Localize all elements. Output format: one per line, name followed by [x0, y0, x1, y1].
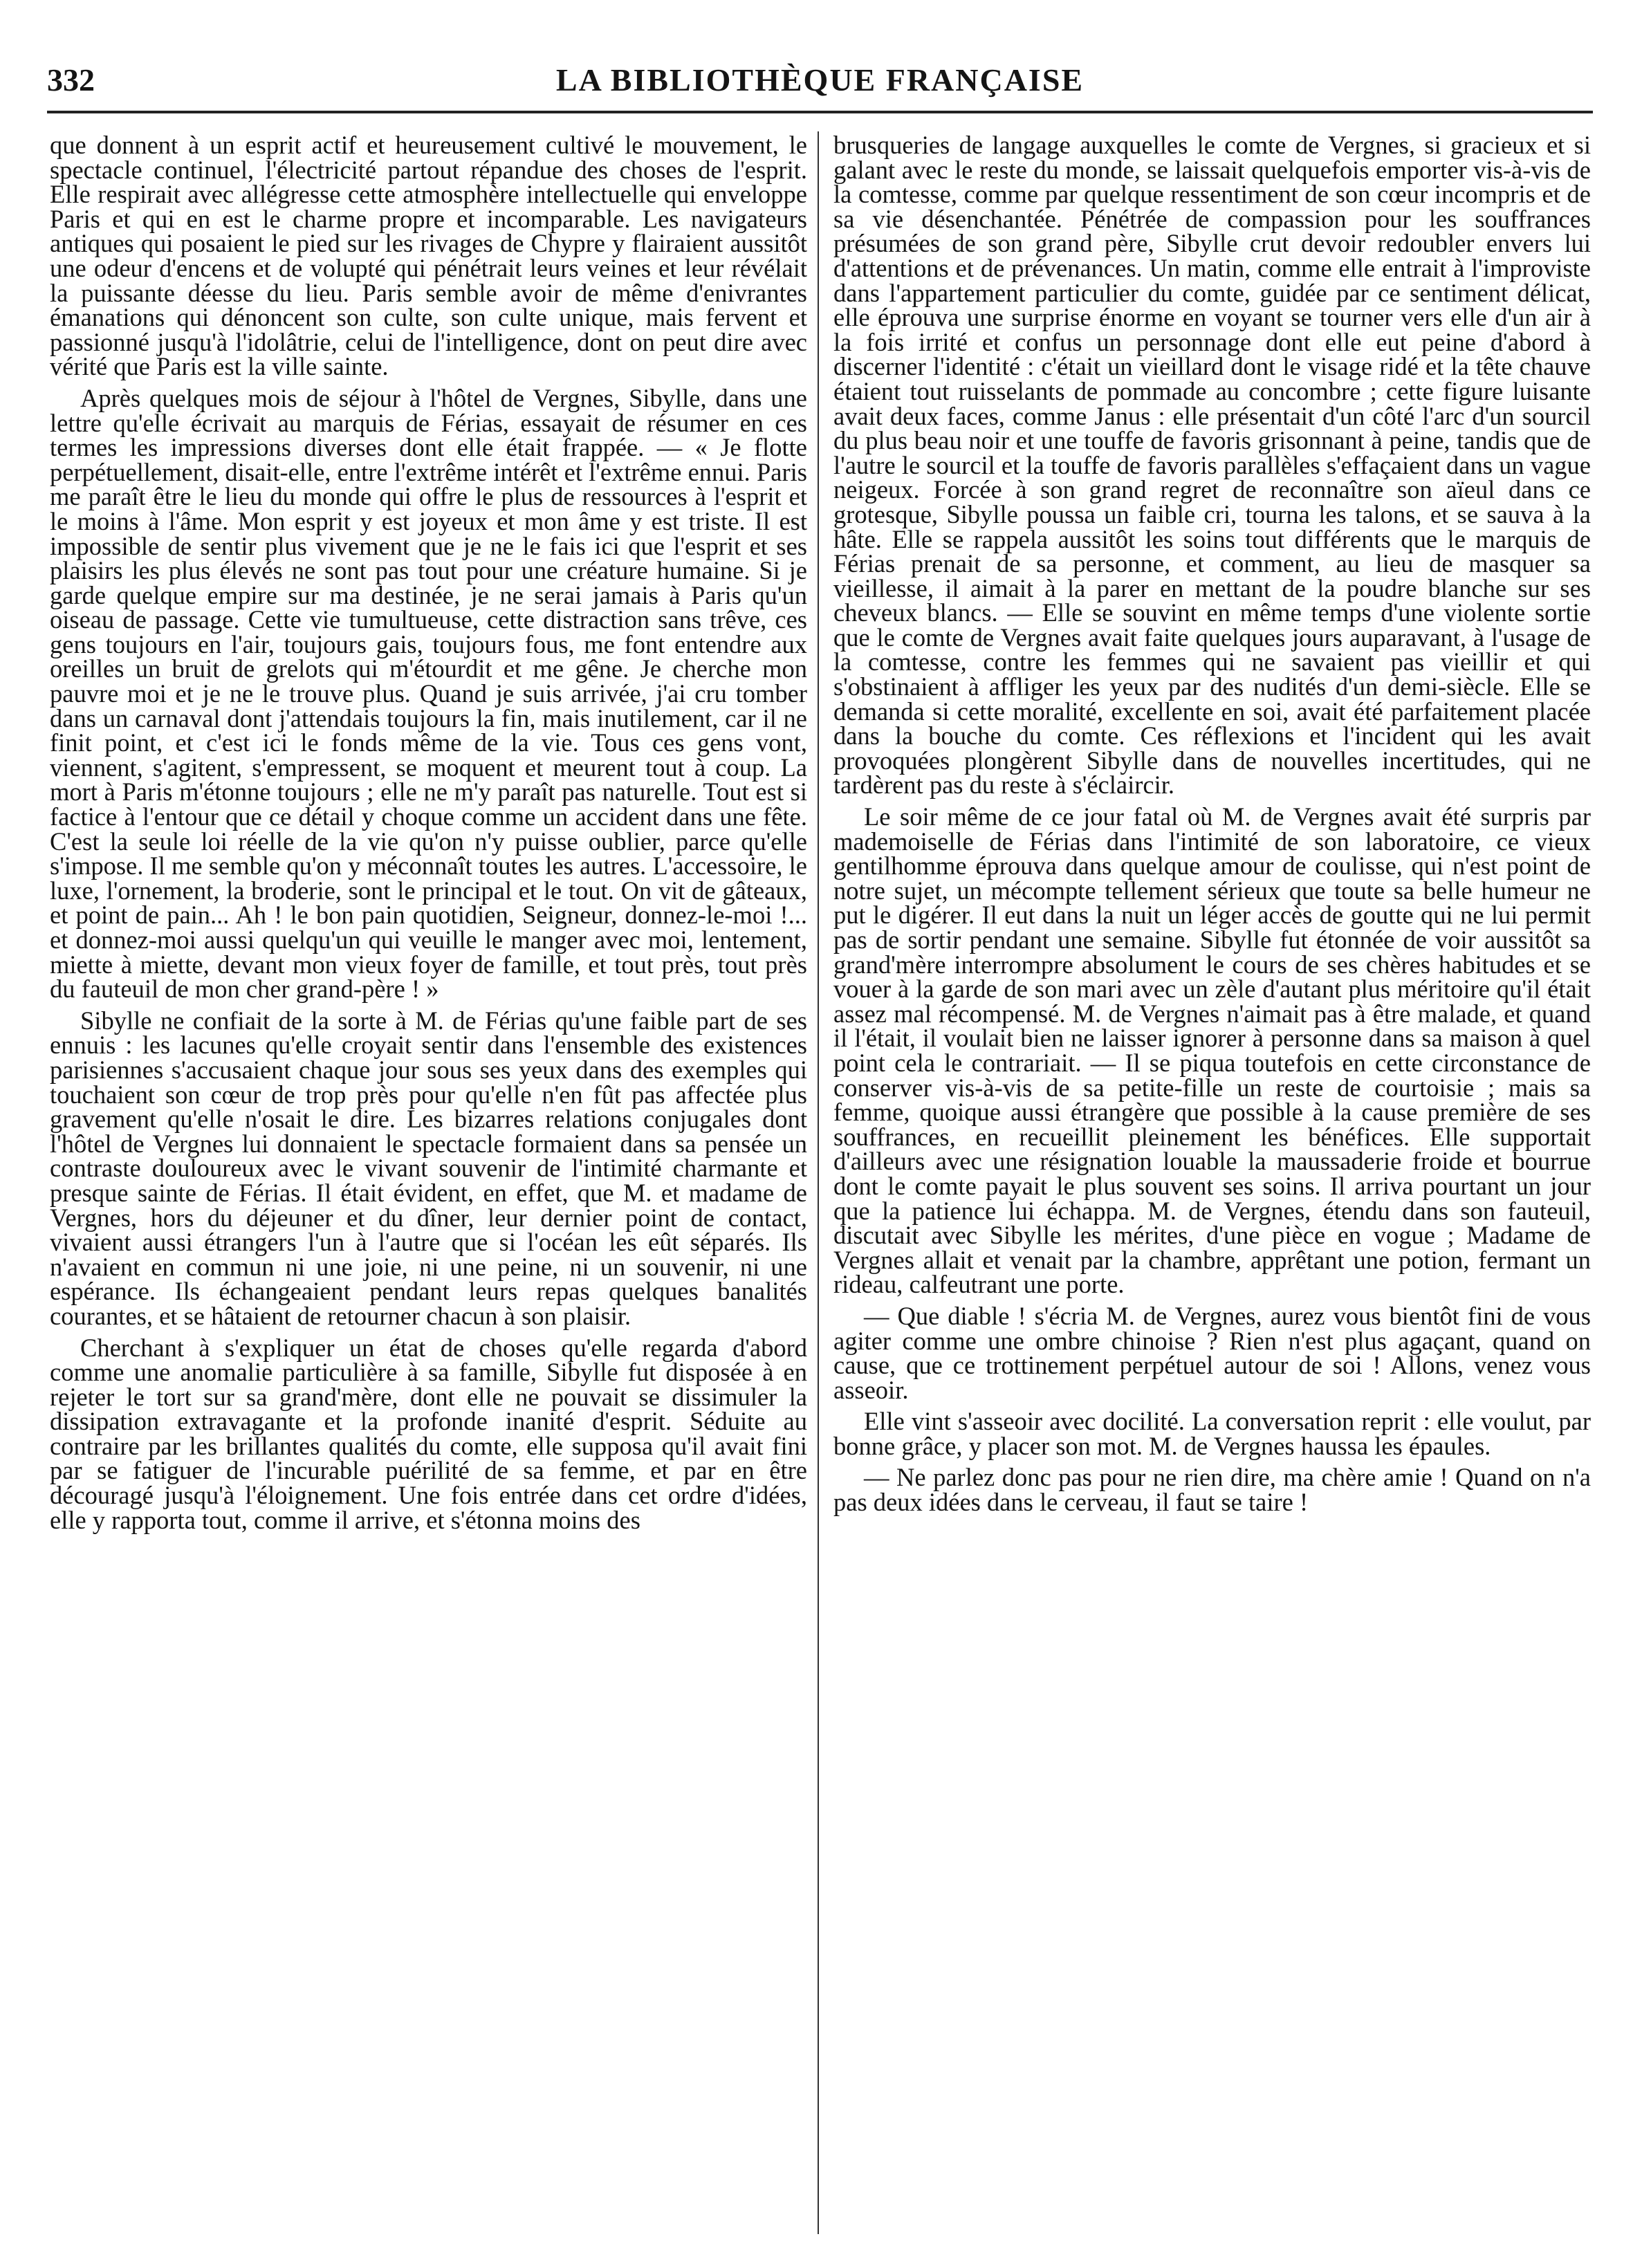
paragraph: que donnent à un esprit actif et heureusement cultivé le mouvement, le spectacle continuel, l'électricité partout répandue des choses de l'esprit. Elle respirait avec allégresse cette atmosphère intellectuelle qui enveloppe Paris et qui en est le charme propre et incomparable. Les navigateurs antiques qui posaient le pied sur les rivages de Chypre y flairaient aussitôt une odeur d'encens et de volupté qui pénétrait leurs veines et leur révélait la puissante déesse du lieu. Paris semble avoir de même d'enivrantes émanations qui dénoncent son culte, son culte unique, mais fervent et passionné jusqu'à l'idolâtrie, celui de l'intelligence, dont on peut dire avec vérité que Paris est la ville sainte. — [50, 133, 807, 381]
paragraph: Elle vint s'asseoir avec docilité. La conversation reprit : elle voulut, par bonne grâce, y placer son mot. M. de Vergnes haussa les épaules. — [833, 1407, 1591, 1460]
paragraph: Le soir même de ce jour fatal où M. de Vergnes avait été surpris par mademoiselle de Férias dans l'intimité de son laboratoire, ce vieux gentilhomme éprouva dans quelque amour de coulisse, qui n'est point de notre sujet, un mécompte tellement sérieux que toute sa belle humeur ne put le digérer. Il eut dans la nuit un léger accès de goutte qui ne lui permit pas de sortir pendant une semaine. Sibylle fut étonnée de voir aussitôt sa grand'mère interrompre absolument le cours de ses chères habitudes et se vouer à la garde de son mari avec un zèle d'autant plus méritoire qu'il était assez mal récompensé. M. de Vergnes n'aimait pas à être malade, et quand il l'était, il voulait bien ne laisser ignorer à personne dans sa maison à quel point cela le contrariait. — Il se piqua toutefois en cette circonstance de conserver vis-à-vis de sa petite-fille un reste de courtoisie ; mais sa femme, quoique aussi étrangère que possible à la cause première de ses souffrances, en recueillit pleinement les bénéfices. Elle supportait d'ailleurs avec une résignation louable la maussaderie froide et bourrue dont le comte payait le plus souvent ses soins. Il arriva pourtant un jour que la patience lui échappa. M. de Vergnes, étendu dans son fauteuil, discutait avec Sibylle les mérites, d'une pièce en vogue ; Madame de Vergnes allait et venait par la chambre, apprêtant une potion, fermant un rideau, calfeutrant une porte. — [833, 802, 1591, 1299]
paragraph: brusqueries de langage auxquelles le comte de Vergnes, si gracieux et si galant avec le reste du monde, se laissait quelquefois emporter vis-à-vis de la comtesse, comme par quelque ressentiment de son cœur incompris et de sa vie désenchantée. Pénétrée de compassion pour les souffrances présumées de son grand père, Sibylle crut devoir redoubler envers lui d'attentions et de prévenances. Un matin, comme elle entrait à l'improviste dans l'appartement particulier du comte, guidée par ce sentiment délicat, elle éprouva une surprise énorme en voyant se tourner vers elle d'un air à la fois irrité et confus un personnage dont elle eut peine d'abord à discerner l'identité : c'était un vieillard dont le visage ridé et la tête chauve étaient tout ruisselants de pommade au concombre ; cette figure luisante avait deux faces, comme Janus : elle présentait d'un côté l'arc d'un sourcil du plus beau noir et une touffe de favoris grisonnant à peine, tandis que de l'autre le sourcil et la touffe de favoris parallèles s'effaçaient dans un vague neigeux. Forcée à son grand regret de reconnaître son aïeul dans ce grotesque, Sibylle poussa un faible cri, tourna les talons, et se sauva à la hâte. Elle se rappela aussitôt les soins tout différents que le marquis de Férias prenait de sa personne, et comment, au lieu de masquer sa vieillesse, il aimait à la parer en mettant de la poudre blanche sur ses cheveux blancs. — Elle se souvint en même temps d'une violente sortie que le comte de Vergnes avait faite quelques jours auparavant, à l'usage de la comtesse, contre les femmes qui ne savaient pas vieillir et qui s'obstinaient à affliger les yeux par des nudités d'un demi-siècle. Elle se demanda si cette moralité, excellente en soi, avait été parfaitement placée dans la bouche du comte. Ces réflexions et l'incident qui les avait provoquées plongèrent Sibylle dans de nouvelles incertitudes, qui ne tardèrent pas du reste à s'éclaircir. — [833, 133, 1591, 800]
page-number: 332 — [47, 62, 95, 98]
left-column — [50, 133, 807, 2235]
running-title: LA BIBLIOTHÈQUE FRANÇAISE — [555, 62, 1085, 98]
page-header — [47, 55, 1593, 105]
paragraph: — Ne parlez donc pas pour ne rien dire, ma chère amie ! Quand on n'a pas deux idées dans le cerveau, il faut se taire ! — [833, 1463, 1591, 1517]
header-rule — [47, 111, 1593, 113]
paragraph: — Que diable ! s'écria M. de Vergnes, aurez vous bientôt fini de vous agiter comme une ombre chinoise ? Rien n'est plus agaçant, quand on cause, que ce trottinement perpétuel autour de soi ! Allons, venez vous asseoir. — [833, 1301, 1591, 1404]
column-divider — [818, 131, 819, 2234]
paragraph: Sibylle ne confiait de la sorte à M. de Férias qu'une faible part de ses ennuis : les lacunes qu'elle croyait sentir dans l'ensemble des existences parisiennes s'accusaient chaque jour sous ses yeux dans des exemples qui touchaient son cœur de trop près pour qu'elle n'en fût pas affectée plus gravement qu'elle n'osait le dire. Les bizarres relations conjugales dont l'hôtel de Vergnes lui donnaient le spectacle formaient dans sa pensée un contraste douloureux avec le vivant souvenir de l'intimité charmante et presque sainte de Férias. Il était évident, en effet, que M. et madame de Vergnes, hors du déjeuner et du dîner, leur dernier point de contact, vivaient aussi étrangers l'un à l'autre que si l'océan les eût séparés. Ils n'avaient en commun ni une joie, ni une peine, ni un souvenir, ni une espérance. Ils échangeaient pendant leurs repas quelques banalités courantes, et se hâtaient de retourner chacun à son plaisir. — [50, 1006, 807, 1330]
paragraph: Cherchant à s'expliquer un état de choses qu'elle regarda d'abord comme une anomalie particulière à sa famille, Sibylle fut disposée à en rejeter le tort sur sa grand'mère, dont elle ne pouvait se dissimuler la dissipation extravagante et la profonde inanité d'esprit. Séduite au contraire par les brillantes qualités du comte, elle supposa qu'il avait fini par se fatiguer de l'incurable puérilité de sa femme, et par en être découragé jusqu'à l'éloignement. Une fois entrée dans cet ordre d'idées, elle y rapporta tout, comme il arrive, et s'étonna moins des — [50, 1333, 807, 1534]
paragraph: Après quelques mois de séjour à l'hôtel de Vergnes, Sibylle, dans une lettre qu'elle écrivait au marquis de Férias, essayait de résumer en ces termes les impressions diverses dont elle était frappée. — « Je flotte perpétuellement, disait-elle, entre l'extrême intérêt et l'extrême ennui. Paris me paraît être le lieu du monde qui offre le plus de ressources à l'esprit et le moins à l'âme. Mon esprit y est joyeux et mon âme y est triste. Il est impossible de sentir plus vivement que je ne le fais ici que l'esprit et ses plaisirs les plus élevés ne sont pas tout pour une créature humaine. Si je garde quelque empire sur ma destinée, je ne serai jamais à Paris qu'un oiseau de passage. Cette vie tumultueuse, cette distraction sans trêve, ces gens toujours en l'air, toujours gais, toujours fous, me font entendre aux oreilles un bruit de grelots qui m'étourdit et me gêne. Je cherche mon pauvre moi et je ne le trouve plus. Quand je suis arrivée, j'ai cru tomber dans un carnaval dont j'attendais toujours la fin, mais inutilement, car il ne finit point, et c'est ici le fonds même de la vie. Tous ces gens vont, viennent, s'agitent, s'empressent, se moquent et meurent tout à coup. La mort à Paris m'étonne toujours ; elle ne m'y paraît pas naturelle. Tout est si factice à l'entour que ce détail y choque comme un accident dans une fête. C'est la seule loi réelle de la vie qu'on n'y puisse oublier, parce qu'elle s'impose. Il me semble qu'on y méconnaît toutes les autres. L'accessoire, le luxe, l'ornement, la broderie, sont le principal et le tout. On vit de gâteaux, et point de pain... Ah ! le bon pain quotidien, Seigneur, donnez-le-moi !... et donnez-moi aussi quelqu'un qui veuille le manger avec moi, lentement, miette à miette, devant mon vieux foyer de famille, et tout près, tout près du fauteuil de mon cher grand-père ! » — [50, 383, 807, 1004]
right-column — [833, 133, 1591, 2235]
